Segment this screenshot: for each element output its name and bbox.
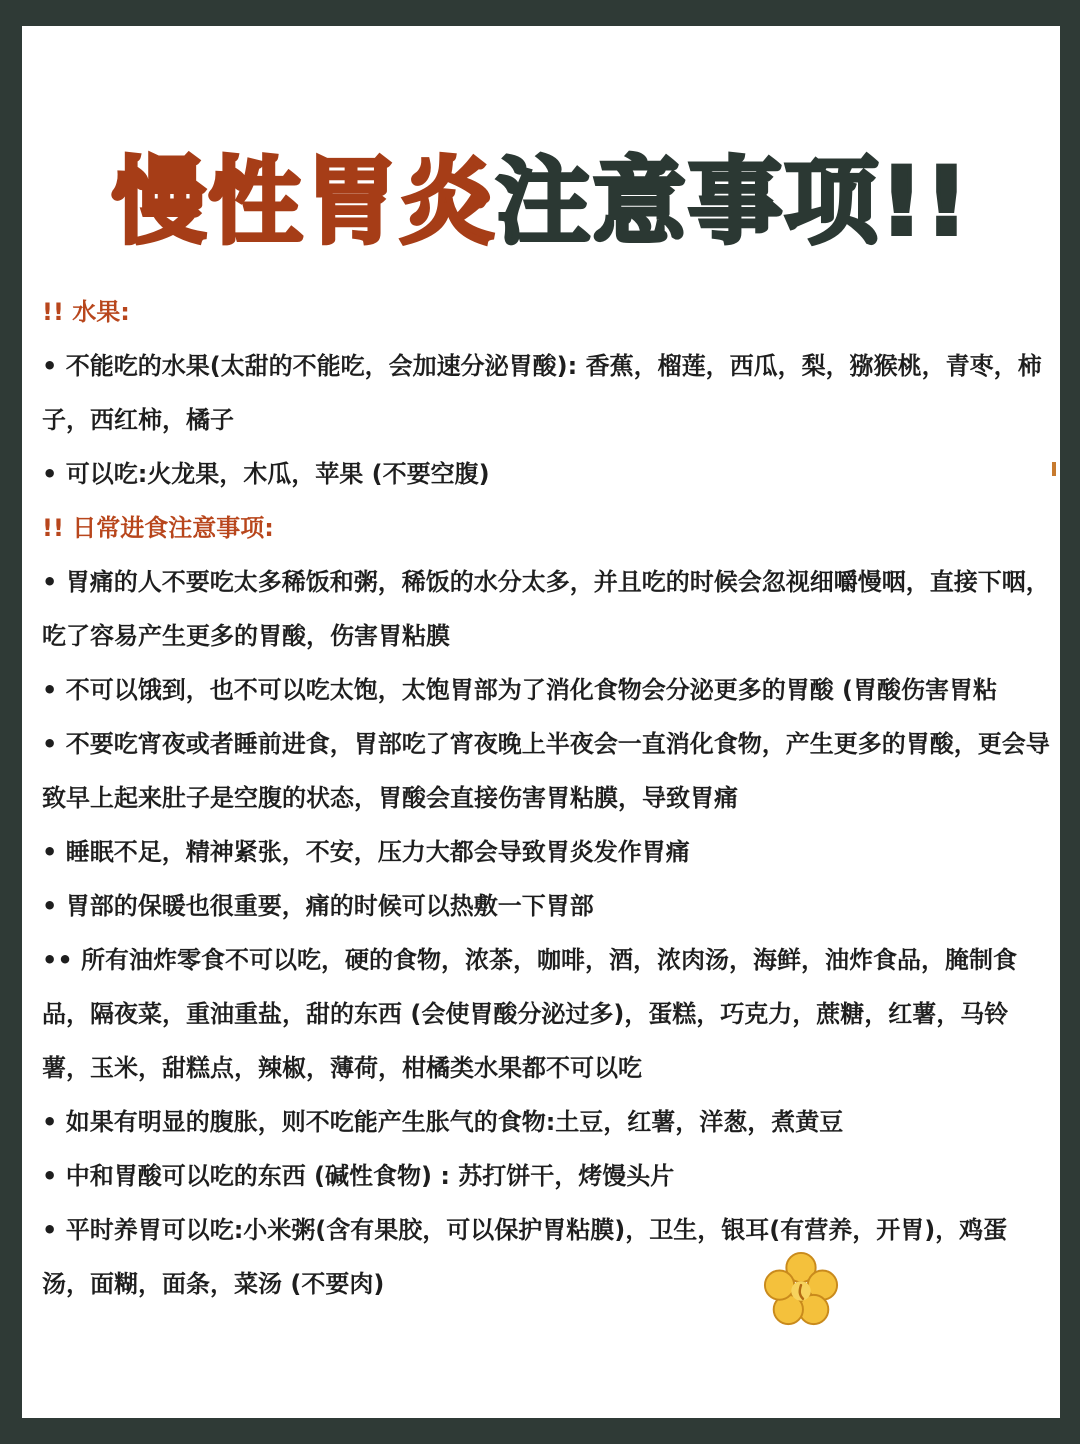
list-item: • 可以吃:火龙果，木瓜，苹果 (不要空腹) bbox=[42, 460, 490, 488]
list-item: •• 所有油炸零食不可以吃，硬的食物，浓茶，咖啡，酒，浓肉汤，海鲜，油炸食品，腌制食品，隔夜菜，重油重盐，甜的东西 (会使胃酸分泌过多)，蛋糕，巧克力，蔗糖，红薯，马铃薯，玉米，甜糕点，辣椒，薄荷，柑橘类水果都不可以吃 bbox=[42, 946, 1018, 1082]
page-title bbox=[22, 148, 1060, 258]
flower-icon bbox=[762, 1250, 840, 1328]
note-page bbox=[22, 26, 1060, 1418]
list-item: • 如果有明显的腹胀，则不吃能产生胀气的食物:土豆，红薯，洋葱，煮黄豆 bbox=[42, 1108, 844, 1136]
list-item: • 胃痛的人不要吃太多稀饭和粥，稀饭的水分太多，并且吃的时候会忽视细嚼慢咽，直接下咽，吃了容易产生更多的胃酸，伤害胃粘膜 bbox=[42, 568, 1050, 650]
list-item: • 中和胃酸可以吃的东西 (碱性食物) : 苏打饼干，烤馒头片 bbox=[42, 1162, 675, 1190]
title-part-accent: 慢性胃炎 bbox=[112, 148, 497, 257]
list-item: • 不可以饿到，也不可以吃太饱，太饱胃部为了消化食物会分泌更多的胃酸 (胃酸伤害胃粘 bbox=[42, 676, 998, 704]
list-item: • 不要吃宵夜或者睡前进食，胃部吃了宵夜晚上半夜会一直消化食物，产生更多的胃酸，更会导致早上起来肚子是空腹的状态，胃酸会直接伤害胃粘膜，导致胃痛 bbox=[42, 730, 1050, 812]
list-item: • 不能吃的水果(太甜的不能吃，会加速分泌胃酸): 香蕉，榴莲，西瓜，梨，猕猴桃，青枣，柿子，西红柿，橘子 bbox=[42, 352, 1042, 434]
content-body bbox=[42, 285, 1054, 1311]
list-item: • 睡眠不足，精神紧张，不安，压力大都会导致胃炎发作胃痛 bbox=[42, 838, 690, 866]
section-heading-daily: !! 日常进食注意事项: bbox=[42, 514, 274, 542]
list-item: • 胃部的保暖也很重要，痛的时候可以热敷一下胃部 bbox=[42, 892, 594, 920]
list-item: • 平时养胃可以吃:小米粥(含有果胶，可以保护胃粘膜)，卫生，银耳(有营养，开胃)，鸡蛋汤，面糊，面条，菜汤 (不要肉) bbox=[42, 1216, 1008, 1298]
section-heading-fruit: !! 水果: bbox=[42, 298, 130, 326]
title-part-dark: 注意事项!! bbox=[496, 148, 970, 257]
edge-mark bbox=[1052, 462, 1056, 476]
